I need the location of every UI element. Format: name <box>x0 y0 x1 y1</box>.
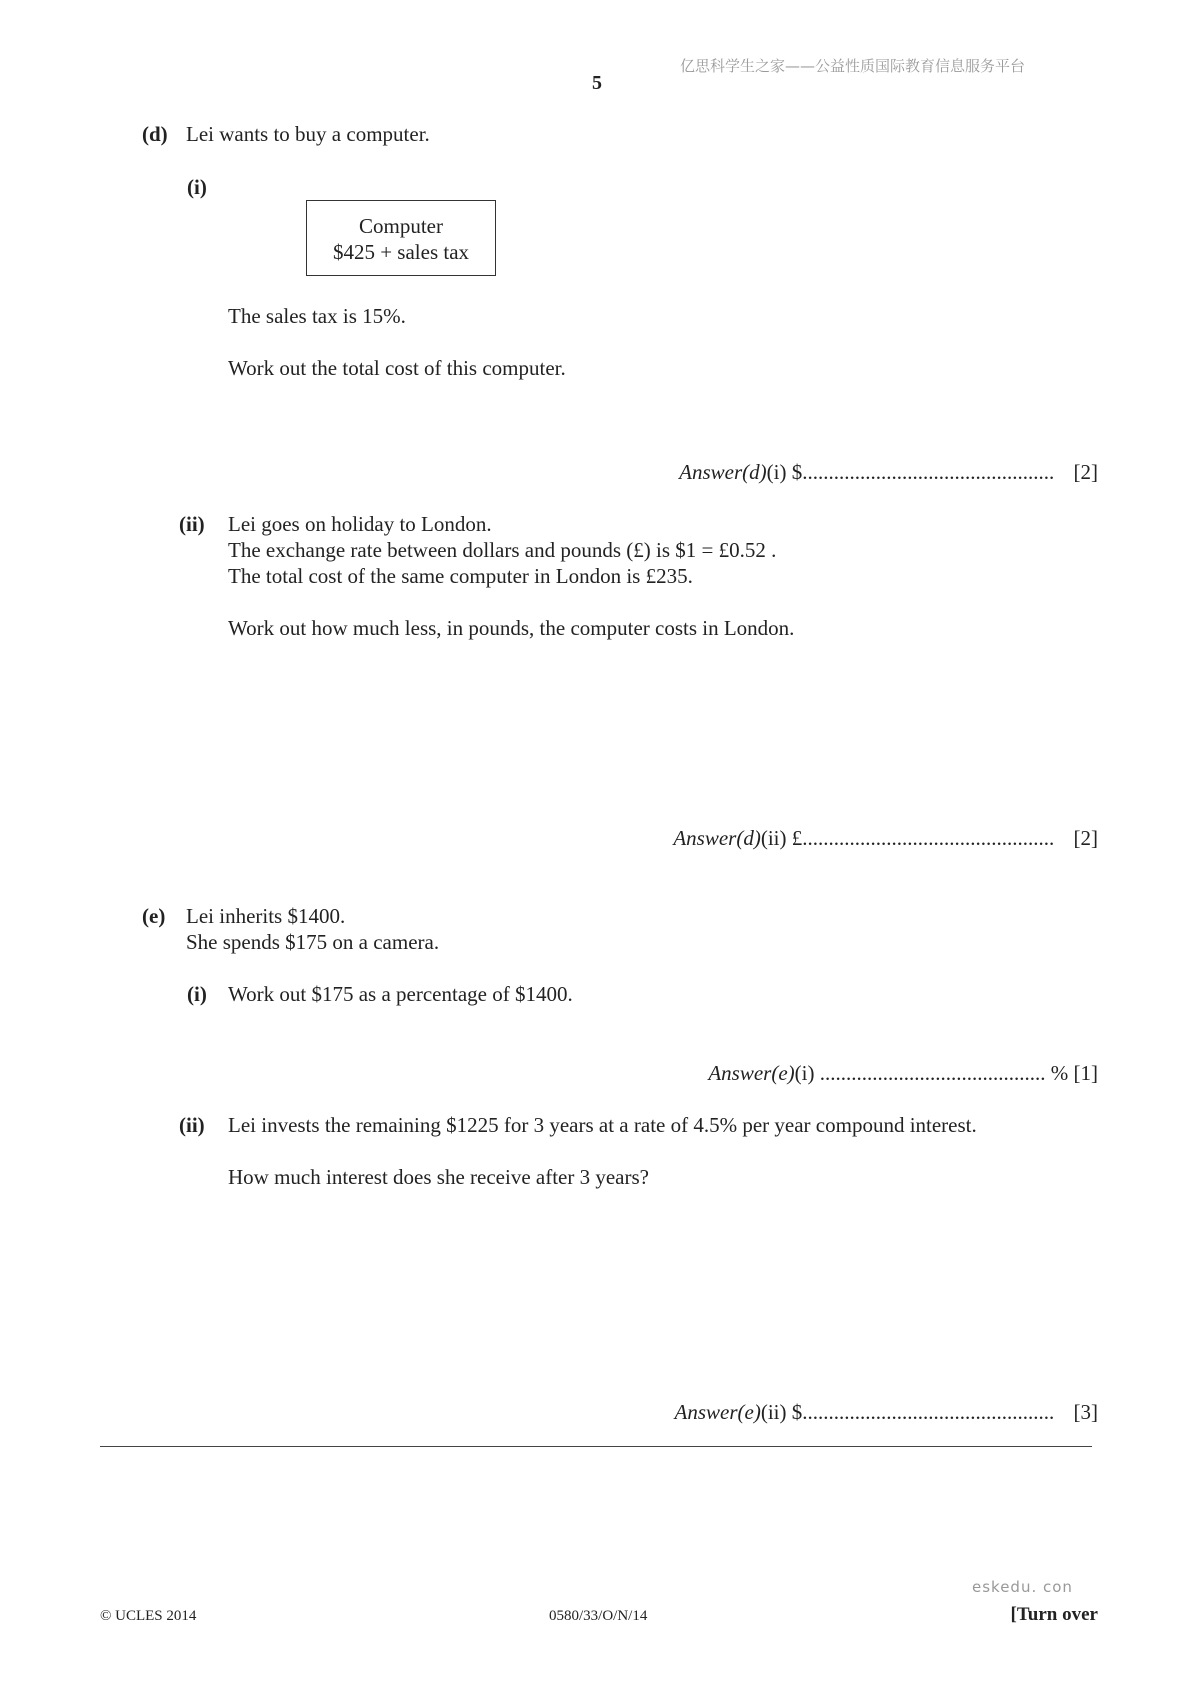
answer-e-i-marks: [1] <box>1073 1061 1098 1085</box>
answer-d-i-line <box>679 460 1098 485</box>
computer-price-box <box>306 200 496 276</box>
answer-d-ii-marks: [2] <box>1073 826 1098 850</box>
part-e-i-line1: Work out $175 as a percentage of $1400. <box>228 982 573 1006</box>
part-e-label: (e) <box>142 904 166 928</box>
part-d-stem: Lei wants to buy a computer. <box>186 122 430 146</box>
answer-e-i-field[interactable]: ........................................... <box>819 1061 1046 1085</box>
part-d-ii-label: (ii) <box>179 512 205 536</box>
answer-d-i-prefix: Answer(d) <box>679 460 767 484</box>
answer-e-i-part: (i) <box>794 1061 815 1085</box>
answer-e-ii-prefix: Answer(e) <box>674 1400 761 1424</box>
paper-code: 0580/33/O/N/14 <box>549 1608 648 1624</box>
section-divider <box>100 1446 1092 1447</box>
part-e-ii-label: (ii) <box>179 1113 205 1137</box>
part-d-ii-line3: The total cost of the same computer in London is £235. <box>228 564 693 588</box>
box-line-price: $425 + sales tax <box>332 240 470 264</box>
part-e-stem2: She spends $175 on a camera. <box>186 930 440 954</box>
answer-e-i-line <box>708 1061 1098 1086</box>
page-number: 5 <box>592 72 602 94</box>
answer-e-ii-part: (ii) $ <box>760 1400 803 1424</box>
part-d-ii-line1: Lei goes on holiday to London. <box>228 512 492 536</box>
answer-e-ii-field[interactable]: ................................................ <box>802 1400 1055 1424</box>
watermark-text: 亿思科学生之家——公益性质国际教育信息服务平台 <box>680 57 1026 75</box>
answer-e-ii-line <box>675 1400 1098 1425</box>
answer-d-ii-line <box>673 826 1098 851</box>
part-e-stem1: Lei inherits $1400. <box>186 904 346 928</box>
part-d-i-label: (i) <box>187 175 207 199</box>
part-d-label: (d) <box>142 122 168 146</box>
answer-d-i-field[interactable]: ................................................ <box>802 460 1055 484</box>
part-d-ii-line4: Work out how much less, in pounds, the computer costs in London. <box>228 616 795 640</box>
answer-e-ii-marks: [3] <box>1073 1400 1098 1424</box>
answer-e-i-unit: % <box>1050 1061 1069 1085</box>
answer-d-ii-prefix: Answer(d) <box>673 826 761 850</box>
box-line-computer: Computer <box>359 214 443 238</box>
answer-d-ii-part: (ii) £ <box>760 826 803 850</box>
answer-d-ii-field[interactable]: ................................................ <box>802 826 1055 850</box>
part-e-ii-line1: Lei invests the remaining $1225 for 3 years at a rate of 4.5% per year compound interest. <box>228 1113 977 1137</box>
part-e-ii-line2: How much interest does she receive after 3 years? <box>228 1165 649 1189</box>
part-e-i-label: (i) <box>187 982 207 1006</box>
site-watermark: eskedu. con <box>972 1578 1073 1596</box>
turn-over-text: [Turn over <box>1010 1604 1098 1625</box>
answer-d-i-marks: [2] <box>1073 460 1098 484</box>
answer-d-i-part: (i) $ <box>766 460 803 484</box>
part-d-ii-line2: The exchange rate between dollars and pounds (£) is $1 = £0.52 . <box>228 538 777 562</box>
answer-e-i-prefix: Answer(e) <box>708 1061 795 1085</box>
part-d-i-line1: The sales tax is 15%. <box>228 304 406 328</box>
part-d-i-line2: Work out the total cost of this computer. <box>228 356 566 380</box>
copyright-text: © UCLES 2014 <box>100 1608 197 1624</box>
